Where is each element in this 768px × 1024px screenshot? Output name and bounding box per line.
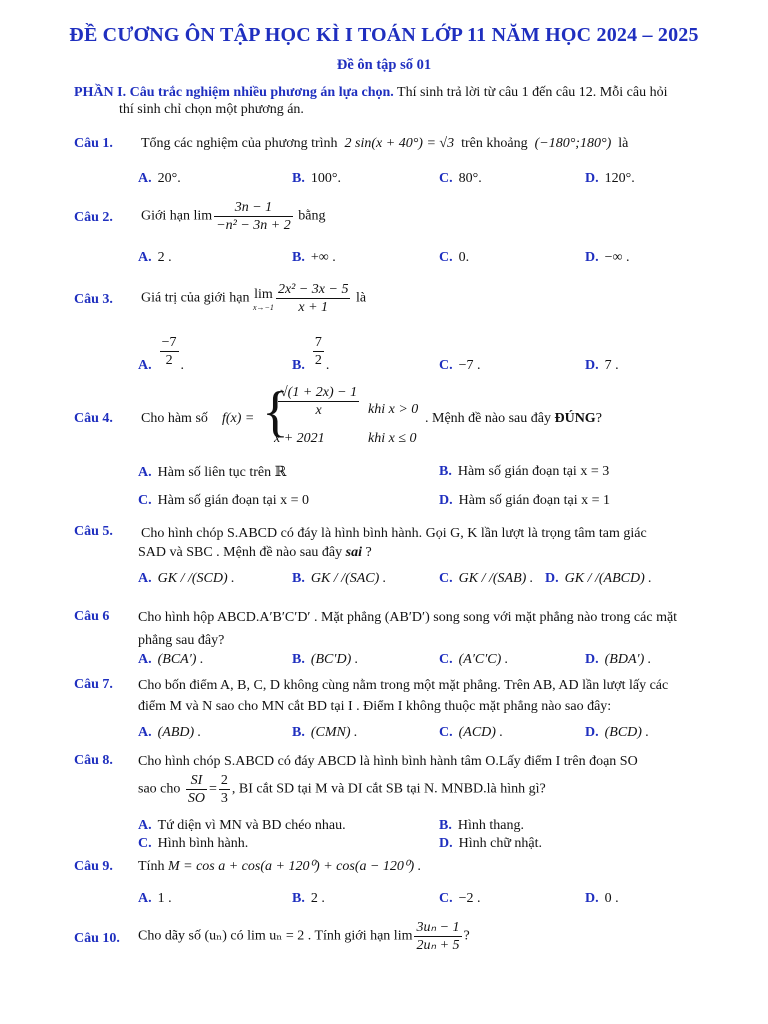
question-text: Tính M = cos a + cos(a + 120⁰) + cos(a − 120⁰) . bbox=[138, 859, 422, 874]
option-a: A. (ABD) . bbox=[138, 725, 202, 740]
question-line-2: điểm M và N sao cho MN cắt BD tại I . Điểm I không thuộc mặt phẳng nào sao đây: bbox=[138, 699, 612, 714]
option-a: A. GK / /(SCD) . bbox=[138, 571, 235, 586]
option-a: A. (BCA′) . bbox=[138, 652, 204, 667]
question-text: Cho dãy số (uₙ) có lim uₙ = 2 . Tính giới hạn lim $\frac{\text{3uₙ − 1}}{\text{2uₙ + 5}}$ ? bbox=[138, 920, 470, 953]
question-line-2: sao cho $\frac{SI}{SO}$ = $\frac{2}{3}$ , BI cắt SD tại M và DI cắt SB tại N. MNBD.là hình gì? bbox=[138, 773, 546, 806]
section-text-1: Thí sinh trả lời từ câu 1 đến câu 12. Mỗi câu hỏi bbox=[393, 85, 668, 100]
equation: 2 sin(x + 40°) = √3 bbox=[344, 136, 455, 151]
option-a: A. 20°. bbox=[138, 171, 181, 186]
question-label: Câu 2. bbox=[74, 210, 113, 225]
option-d: D. 0 . bbox=[585, 891, 619, 906]
option-b: B. $\frac{7}{2}$ . bbox=[292, 335, 330, 373]
option-d: D. (BDA′) . bbox=[585, 652, 652, 667]
question-stem: Tổng các nghiệm của phương trình bbox=[141, 136, 338, 151]
question-text bbox=[141, 281, 366, 316]
option-c: C. −7 . bbox=[439, 358, 481, 373]
option-d: D. 120°. bbox=[585, 171, 635, 186]
option-a: A. Hàm số liên tục trên ℝ bbox=[138, 465, 287, 480]
fraction: $\frac{\text{2x² − 3x − 5}}{x + 1}$ bbox=[277, 282, 349, 315]
question-text bbox=[141, 199, 325, 234]
option-b: B. Hàm số gián đoạn tại x = 3 bbox=[439, 464, 610, 479]
question-label: Câu 7. bbox=[74, 677, 113, 692]
option-c: C. Hàm số gián đoạn tại x = 0 bbox=[138, 493, 309, 508]
option-b: B. (CMN) . bbox=[292, 725, 358, 740]
option-d: D. (BCD) . bbox=[585, 725, 649, 740]
option-b: B. (BC′D) . bbox=[292, 652, 359, 667]
brace: { bbox=[262, 381, 289, 443]
option-d: D. Hàm số gián đoạn tại x = 1 bbox=[439, 493, 610, 508]
option-b: B. +∞ . bbox=[292, 250, 336, 265]
option-b: B. GK / /(SAC) . bbox=[292, 571, 387, 586]
option-d: D. Hình chữ nhật. bbox=[439, 836, 543, 851]
piece-2: x + 2021 bbox=[274, 431, 325, 446]
fraction: $\frac{SI}{SO}$ bbox=[187, 773, 206, 806]
question-line-1: Cho bốn điểm A, B, C, D không cùng nằm trong một mặt phẳng. Trên AB, AD lần lượt lấy các bbox=[138, 678, 669, 693]
question-text bbox=[141, 134, 628, 153]
question-stem-b: . Mệnh đề nào sau đây ĐÚNG? bbox=[425, 411, 602, 426]
fraction: $\frac{2}{3}$ bbox=[220, 773, 228, 806]
option-c: C. 0. bbox=[439, 250, 470, 265]
question-line-2: phẳng sau đây? bbox=[138, 633, 225, 648]
question-stem-b: trên khoảng bbox=[461, 136, 528, 151]
page-title: ĐỀ CƯƠNG ÔN TẬP HỌC KÌ I TOÁN LỚP 11 NĂM HỌC 2024 – 2025 bbox=[69, 24, 699, 46]
piece-1: $\frac{√(1 + 2x) - 1}{x}$ bbox=[280, 385, 358, 418]
piece-1-condition: khi x > 0 bbox=[368, 402, 419, 417]
question-stem-b: bằng bbox=[298, 208, 326, 224]
fraction: $\frac{3n - 1}{\text{−n² − 3n + 2}}$ bbox=[216, 200, 291, 233]
question-label: Câu 6 bbox=[74, 609, 110, 624]
question-line-2: SAD và SBC . Mệnh đề nào sau đây sai ? bbox=[138, 545, 372, 560]
option-d: D. GK / /(ABCD) . bbox=[545, 571, 652, 586]
lim-operator: lim x→−1 bbox=[252, 287, 274, 312]
section-text-2: thí sinh chỉ chọn một phương án. bbox=[119, 102, 304, 117]
option-a: A. 2 . bbox=[138, 250, 172, 265]
option-d: D. −∞ . bbox=[585, 250, 630, 265]
question-label: Câu 1. bbox=[74, 136, 113, 151]
question-line-1: Cho hình chóp S.ABCD có đáy ABCD là hình bình hành tâm O.Lấy điểm I trên đoạn SO bbox=[138, 754, 638, 769]
question-label: Câu 8. bbox=[74, 753, 113, 768]
option-a: A. Tứ diện vì MN và BD chéo nhau. bbox=[138, 818, 346, 833]
function-label: f(x) = bbox=[222, 411, 255, 426]
option-c: C. Hình bình hành. bbox=[138, 836, 249, 851]
option-c: C. (ACD) . bbox=[439, 725, 503, 740]
option-c: C. (A′C′C) . bbox=[439, 652, 509, 667]
option-a: A. $\frac{-7}{2}$ . bbox=[138, 335, 185, 373]
lim-operator: lim bbox=[193, 208, 213, 224]
option-b: B. 2 . bbox=[292, 891, 325, 906]
option-c: C. −2 . bbox=[439, 891, 481, 906]
option-d: D. 7 . bbox=[585, 358, 619, 373]
equation: M = cos a + cos(a + 120⁰) + cos(a − 120⁰) . bbox=[167, 859, 422, 874]
question-line-1: Cho hình hộp ABCD.A′B′C′D′ . Mặt phẳng (AB′D′) song song với mặt phẳng nào trong các mặt bbox=[138, 610, 678, 625]
piece-2-condition: khi x ≤ 0 bbox=[368, 431, 417, 446]
question-stem: Giới hạn bbox=[141, 208, 191, 224]
question-stem: Giá trị của giới hạn bbox=[141, 290, 250, 306]
question-label: Câu 9. bbox=[74, 859, 113, 874]
question-stem-c: là bbox=[618, 136, 629, 151]
interval: (−180°;180°) bbox=[534, 136, 612, 151]
question-stem: Cho hàm số bbox=[141, 411, 208, 426]
page-subtitle: Đề ôn tập số 01 bbox=[336, 57, 432, 73]
question-label: Câu 5. bbox=[74, 524, 113, 539]
question-label: Câu 4. bbox=[74, 411, 113, 426]
section-label: PHẦN I. Câu trắc nghiệm nhiều phương án lựa chọn. bbox=[74, 85, 394, 100]
fraction: $\frac{\text{3uₙ − 1}}{\text{2uₙ + 5}}$ bbox=[416, 920, 460, 953]
question-label: Câu 10. bbox=[74, 931, 120, 946]
question-stem-b: là bbox=[355, 290, 367, 306]
option-c: C. 80°. bbox=[439, 171, 482, 186]
question-line-1: Cho hình chóp S.ABCD có đáy là hình bình hành. Gọi G, K lần lượt là trọng tâm tam giác bbox=[141, 526, 647, 541]
option-b: B. Hình thang. bbox=[439, 818, 524, 833]
option-b: B. 100°. bbox=[292, 171, 341, 186]
section-instructions bbox=[74, 84, 734, 118]
question-label: Câu 3. bbox=[74, 292, 113, 307]
option-a: A. 1 . bbox=[138, 891, 172, 906]
option-c: C. GK / /(SAB) . bbox=[439, 571, 534, 586]
